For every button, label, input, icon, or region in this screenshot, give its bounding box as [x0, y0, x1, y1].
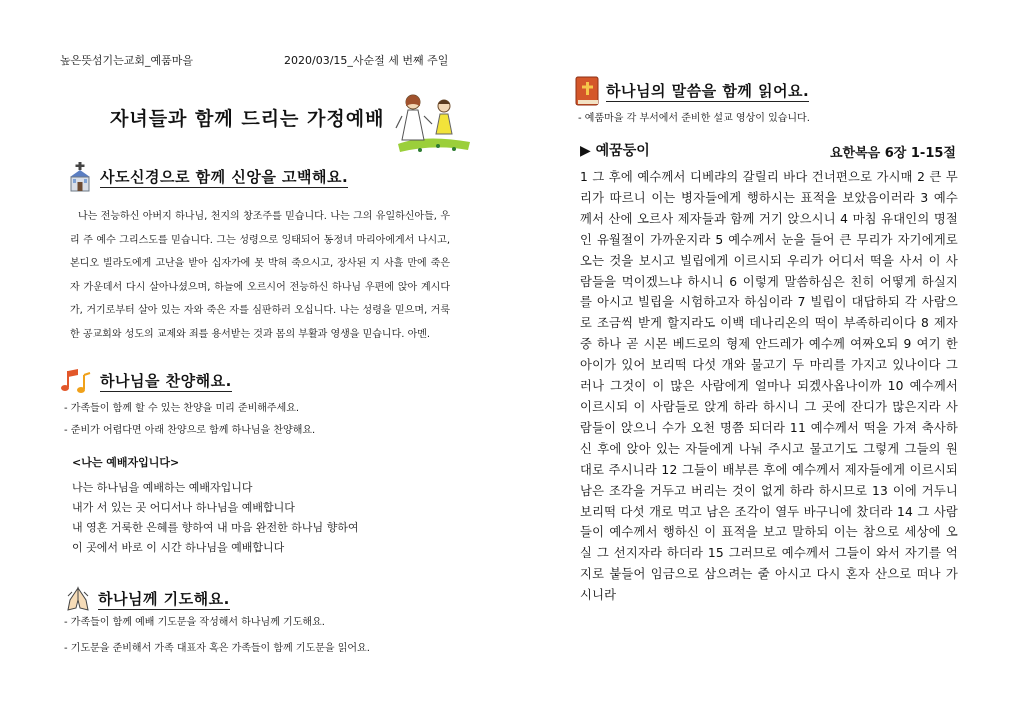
video-note: - 예품마을 각 부서에서 준비한 설교 영상이 있습니다. [578, 113, 810, 124]
prayer-bullet: - 가족들이 함께 예배 기도문을 작성해서 하나님께 기도해요. [64, 617, 325, 628]
praying-hands-icon [64, 586, 92, 612]
group-label: ▶ 예꿈둥이 [580, 143, 650, 159]
word-heading [574, 76, 809, 106]
hymn-lyrics [72, 478, 359, 558]
creed-heading-text: 사도신경으로 함께 신앙을 고백해요. [100, 167, 349, 186]
prayer-bullet: - 기도문을 준비해서 가족 대표자 혹은 가족들이 함께 기도문을 읽어요. [64, 643, 370, 654]
praise-heading [60, 367, 232, 395]
creed-text: 나는 전능하신 아버지 하나님, 천지의 창조주를 믿습니다. 나는 그의 유일하신아들, 우리 주 예수 그리스도를 믿습니다. 그는 성령으로 잉태되어 동정녀 마리아에게서 나시고, 본디오 빌라도에게 고난을 받아 십자가에 못 박혀 죽으시고, 장사된 지 사흘 만에 죽은 자 가운데서 다시 살아나셨으며, 하늘에 오르시어 전능하신 하나님 우편에 앉아 계시다가, 거기로부터 살아 있는 자와 죽은 자를 심판하러 오십니다. 나는 성령을 믿으며, 거룩한 공교회와 성도의 교제와 죄를 용서받는 것과 몸의 부활과 영생을 믿습니다. 아멘. [70, 211, 450, 340]
prayer-heading [64, 586, 230, 612]
creed-heading [66, 162, 348, 192]
scripture-text: 1 그 후에 예수께서 디베랴의 갈릴리 바다 건너편으로 가시매 2 큰 무리가 따르니 이는 병자들에게 행하시는 표적을 보았음이러라 3 예수께서 산에 오르사 제자들과 함께 거기 앉으시니 4 마침 유대인의 명절인 유월절이 가까운지라 5 예수께서 눈을 들어 큰 무리가 자기에게로 오는 것을 보시고 빌립에게 이르시되 우리가 어디서 떡을 사서 이 사람들을 먹이겠느냐 하시니 6 이렇게 말씀하심은 친히 어떻게 하실지를 아시고 빌립을 시험하고자 하심이라 7 빌립이 대답하되 각 사람으로 조금씩 받게 할지라도 이백 데나리온의 떡이 부족하리이다 8 제자 중 하나 곧 시몬 베드로의 형제 안드레가 예수께 여짜오되 9 여기 한 아이가 있어 보리떡 다섯 개와 물고기 두 마리를 가지고 있나이다 그러나 그것이 이 많은 사람에게 얼마나 되겠사옵나이까 10 예수께서 이르시되 이 사람들로 앉게 하라 하시니 그 곳에 잔디가 많은지라 사람들이 앉으니 수가 오천 명쯤 되더라 11 예수께서 떡을 가져 축사하신 후에 앉아 있는 자들에게 나눠 주시고 물고기도 그렇게 그들의 원대로 주시니라 12 그들이 배부른 후에 예수께서 제자들에게 이르시되 남은 조각을 거두고 버리는 것이 없게 하라 하시므로 13 이에 거두니 보리떡 다섯 개로 먹고 남은 조각이 열두 바구니에 찼더라 14 그 사람들이 예수께서 행하신 이 표적을 보고 말하되 이는 참으로 세상에 오실 그 선지자라 하더라 15 그러므로 예수께서 그들이 와서 자기를 억지로 붙들어 임금으로 삼으려는 줄 아시고 다시 혼자 산으로 떠나 가시니라 [580, 170, 958, 603]
praise-instructions [64, 398, 315, 442]
prayer-heading-text: 하나님께 기도해요. [98, 589, 230, 608]
hymn-line: 이 곳에서 바로 이 시간 하나님을 예배합니다 [72, 541, 285, 554]
church-icon [66, 162, 94, 192]
music-notes-icon [60, 367, 94, 395]
hymn-line: 내가 서 있는 곳 어디서나 하나님을 예배합니다 [72, 501, 295, 514]
hymn-line: 나는 하나님을 예배하는 예배자입니다 [72, 481, 253, 494]
scripture-reference: 요한복음 6장 1-15절 [830, 146, 956, 161]
hymn-title: <나는 예배자입니다> [72, 456, 180, 469]
hymn-line: 내 영혼 거룩한 은혜를 향하여 내 마음 완전한 하나님 향하여 [72, 521, 359, 534]
praise-bullet: - 준비가 어렵다면 아래 찬양으로 함께 하나님을 찬양해요. [64, 425, 316, 436]
praise-bullet: - 가족들이 함께 할 수 있는 찬양을 미리 준비해주세요. [64, 403, 300, 414]
page-title: 자녀들과 함께 드리는 가정예배 [110, 108, 385, 130]
word-heading-text: 하나님의 말씀을 함께 읽어요. [606, 81, 810, 100]
bible-icon [574, 76, 600, 106]
praise-heading-text: 하나님을 찬양해요. [100, 371, 232, 390]
church-name: 높은뜻섬기는교회_예품마을 [60, 54, 194, 67]
service-date: 2020/03/15_사순절 세 번째 주일 [284, 54, 449, 67]
prayer-instructions [64, 612, 370, 660]
jesus-and-child-illustration [394, 86, 472, 156]
